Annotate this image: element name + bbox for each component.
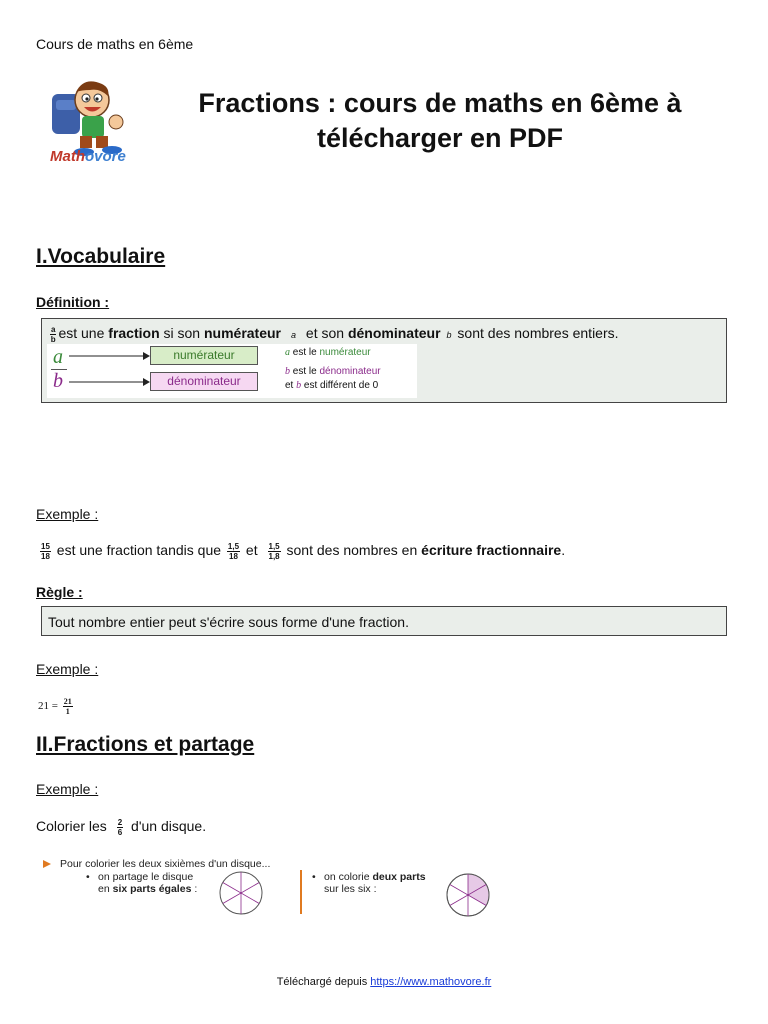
numerateur-tag: numérateur: [150, 346, 258, 365]
step2-line2: sur les six :: [324, 883, 377, 895]
note-nonzero: et b est différent de 0: [285, 380, 379, 391]
footer: [0, 976, 768, 988]
fraction-2-6: $\frac{2}{6}$: [117, 818, 123, 837]
diagram-var-a: a: [53, 346, 63, 368]
disk-colored: [445, 872, 491, 918]
fraction-21-1: $\frac{21}{1}$: [63, 697, 72, 716]
step1-bullet: •: [86, 871, 90, 883]
fraction-1-5-18: $\frac{1,5}{18}$: [227, 542, 240, 561]
example-1-text: $\frac{15}{18}$ est une fraction tandis que $\frac{1,5}{18}$ et $\frac{1,5}{1,8}$ sont des nombres en écriture fractionnaire.: [41, 542, 566, 561]
footer-link[interactable]: https://www.mathovore.fr: [370, 976, 492, 988]
header-text: Cours de maths en 6ème: [36, 36, 194, 52]
section-heading-partage: II.Fractions et partage: [36, 733, 255, 756]
mathovore-logo: [44, 76, 144, 168]
figure-divider: [300, 870, 302, 914]
fraction-a-over-b: $\frac{a}{b}$: [50, 325, 56, 344]
diagram-var-b: b: [53, 370, 63, 392]
example-label-2: Exemple :: [36, 661, 99, 677]
rule-text: Tout nombre entier peut s'écrire sous forme d'une fraction.: [48, 614, 409, 630]
definition-text: $\frac{a}{b}$ est une fraction si son numérateur a et son dénominateur b sont des nombres entiers.: [50, 325, 619, 344]
disk-six-parts: [218, 870, 264, 916]
page-title: Fractions : cours de maths en 6ème à télécharger en PDF: [198, 88, 682, 153]
section-heading-vocabulaire: I.Vocabulaire: [36, 245, 166, 268]
definition-label: Définition :: [36, 294, 110, 310]
step2-bullet: •: [312, 871, 316, 883]
figure-intro: Pour colorier les deux sixièmes d'un disque...: [60, 858, 271, 870]
note-denominateur: b est le dénominateur: [285, 366, 381, 377]
example-label-3: Exemple :: [36, 781, 99, 797]
fraction-diagram: [47, 344, 417, 398]
step2-line1: on colorie deux parts: [324, 871, 426, 883]
colorier-sentence: Colorier les $\frac{2}{6}$ d'un disque.: [36, 818, 207, 837]
footer-text: Téléchargé depuis: [276, 976, 371, 988]
note-numerateur: a est le numérateur: [285, 347, 371, 358]
rule-label: Règle :: [36, 584, 83, 600]
fraction-1-5-1-8: $\frac{1,5}{1,8}$: [268, 542, 280, 561]
step1-line1: on partage le disque: [98, 871, 194, 883]
step1-line2: en six parts égales :: [98, 883, 198, 895]
logo-wordmark: Mathovore: [50, 148, 126, 165]
fraction-15-18: $\frac{15}{18}$: [41, 542, 50, 561]
disk-figure: [40, 856, 500, 920]
diagram-arrows: [69, 344, 151, 398]
example-label-1: Exemple :: [36, 506, 99, 522]
rule-box: [41, 606, 727, 636]
play-arrow-icon: [42, 859, 52, 869]
example-2-text: 21 = $\frac{21}{1}$: [38, 697, 72, 716]
denominateur-tag: dénominateur: [150, 372, 258, 391]
